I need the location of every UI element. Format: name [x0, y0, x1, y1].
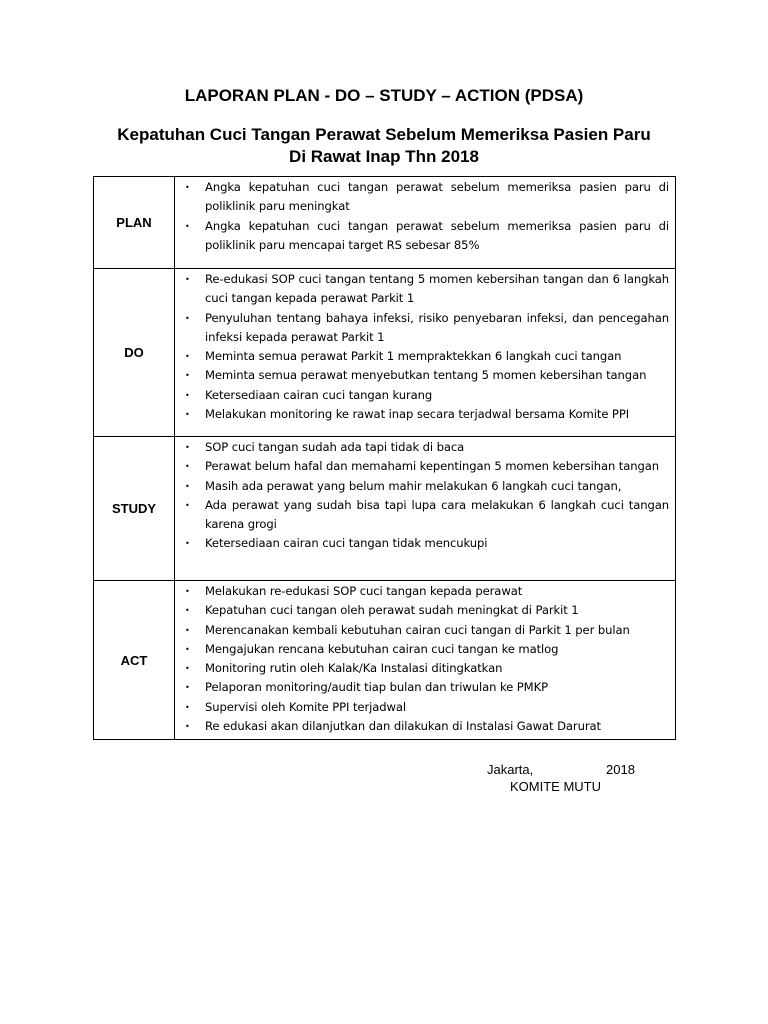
list-item: • Meminta semua perawat menyebutkan tentang 5 momen kebersihan tangan: [179, 366, 669, 385]
bullet-icon: •: [185, 410, 190, 420]
list-item: • Ada perawat yang sudah bisa tapi lupa cara melakukan 6 langkah cuci tangan karena grogi: [185, 497, 669, 532]
subtitle-line-1: Kepatuhan Cuci Tangan Perawat Sebelum Memeriksa Pasien Paru: [117, 125, 651, 144]
stage-label-plan: PLAN: [94, 177, 175, 269]
list-item: • Kepatuhan cuci tangan oleh perawat sudah meningkat di Parkit 1: [179, 601, 669, 620]
bullet-icon: •: [185, 664, 190, 674]
list-item: • Re-edukasi SOP cuci tangan tentang 5 momen kebersihan tangan dan 6 langkah cuci tangan kepada perawat Parkit 1: [185, 272, 669, 306]
table-row-do: [94, 269, 676, 437]
list-item: • Monitoring rutin oleh Kalak/Ka Instalasi ditingkatkan: [179, 659, 669, 678]
signature-year: 2018: [606, 762, 635, 777]
bullet-list: [179, 438, 669, 554]
bullet-icon: •: [185, 606, 190, 616]
stage-items-plan: [175, 177, 676, 269]
list-item: • Melakukan monitoring ke rawat inap secara terjadwal bersama Komite PPI: [179, 405, 669, 424]
list-item: • Meminta semua perawat Parkit 1 mempraktekkan 6 langkah cuci tangan: [179, 347, 669, 366]
bullet-icon: •: [185, 722, 190, 732]
bullet-icon: •: [185, 481, 190, 491]
list-item: • Angka kepatuhan cuci tangan perawat sebelum memeriksa pasien paru di poliklinik paru mencapai target RS sebesar 85%: [185, 218, 669, 252]
bullet-icon: •: [185, 352, 190, 362]
bullet-icon: •: [185, 500, 190, 510]
signature-organization: KOMITE MUTU: [510, 779, 601, 794]
bullet-icon: •: [185, 221, 190, 231]
stage-label-act: ACT: [94, 581, 175, 740]
bullet-icon: •: [185, 587, 190, 596]
list-item: • Angka kepatuhan cuci tangan perawat sebelum memeriksa pasien paru di poliklinik paru meningkat: [185, 180, 669, 214]
list-item: • Re edukasi akan dilanjutkan dan dilakukan di Instalasi Gawat Darurat: [179, 717, 669, 736]
list-item: • Penyuluhan tentang bahaya infeksi, risiko penyebaran infeksi, dan pencegahan infeksi kepada perawat Parkit 1: [185, 310, 669, 344]
list-item: • SOP cuci tangan sudah ada tapi tidak di baca: [179, 438, 669, 457]
bullet-icon: •: [185, 313, 190, 323]
bullet-icon: •: [185, 539, 190, 549]
bullet-list: [179, 178, 669, 255]
bullet-icon: •: [185, 683, 190, 693]
bullet-icon: •: [185, 625, 190, 635]
list-item: • Perawat belum hafal dan memahami kepentingan 5 momen kebersihan tangan: [179, 457, 669, 476]
list-item: • Mengajukan rencana kebutuhan cairan cuci tangan ke matlog: [179, 640, 669, 659]
list-item: • Melakukan re-edukasi SOP cuci tangan kepada perawat: [179, 582, 669, 601]
bullet-list: [179, 270, 669, 424]
subtitle-line-2: Di Rawat Inap Thn 2018: [289, 147, 479, 166]
stage-items-act: [175, 581, 676, 740]
bullet-icon: •: [185, 702, 190, 712]
document-title: LAPORAN PLAN - DO – STUDY – ACTION (PDSA): [184, 86, 584, 105]
list-item: • Ketersediaan cairan cuci tangan kurang: [179, 386, 669, 405]
bullet-icon: •: [185, 462, 190, 472]
bullet-list: [179, 582, 669, 736]
table-row-study: [94, 437, 676, 581]
bullet-icon: •: [185, 275, 190, 284]
list-item: • Masih ada perawat yang belum mahir melakukan 6 langkah cuci tangan,: [179, 477, 669, 496]
list-item: • Ketersediaan cairan cuci tangan tidak mencukupi: [179, 534, 669, 553]
bullet-icon: •: [185, 371, 190, 381]
list-item: • Supervisi oleh Komite PPI terjadwal: [179, 698, 669, 717]
pdsa-table: [93, 176, 676, 740]
bullet-icon: •: [185, 390, 190, 400]
stage-label-study: STUDY: [94, 437, 175, 581]
document-subtitle: [60, 124, 708, 168]
bullet-icon: •: [185, 644, 190, 654]
table-row-plan: [94, 177, 676, 269]
table-row-act: [94, 581, 676, 740]
stage-items-do: [175, 269, 676, 437]
list-item: • Merencanakan kembali kebutuhan cairan cuci tangan di Parkit 1 per bulan: [179, 621, 669, 640]
bullet-icon: •: [185, 183, 190, 192]
signature-place: Jakarta,: [487, 762, 534, 777]
stage-label-do: DO: [94, 269, 175, 437]
bullet-icon: •: [185, 443, 190, 452]
stage-items-study: [175, 437, 676, 581]
list-item: • Pelaporan monitoring/audit tiap bulan dan triwulan ke PMKP: [179, 678, 669, 697]
